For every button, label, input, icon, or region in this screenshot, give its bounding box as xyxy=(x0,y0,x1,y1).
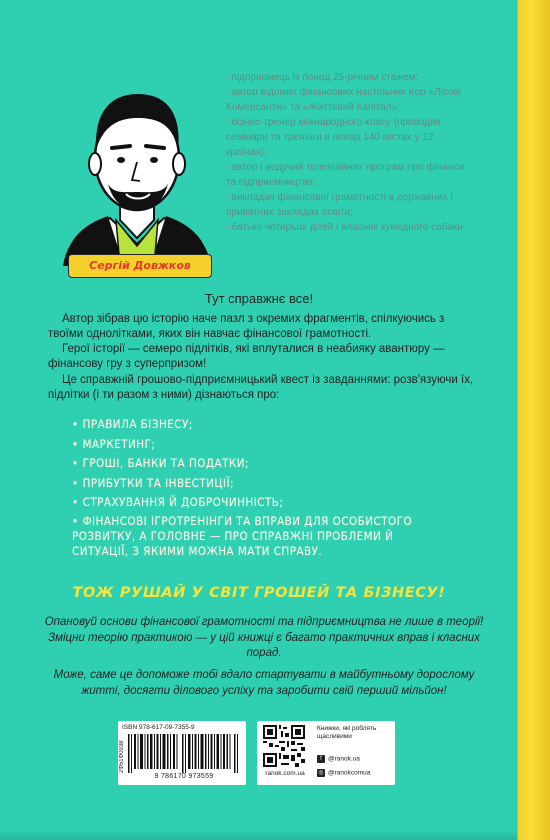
bio-item: • автор і ведучий телевізійних програм про фінанси та підприємництво; xyxy=(226,162,464,188)
barcode-icon xyxy=(128,734,240,773)
topic-item: • ФІНАНСОВІ ІГРОТРЕНІНГИ ТА ВПРАВИ ДЛЯ ОСОБИСТОГО РОЗВИТКУ, А ГОЛОВНЕ — ПРО СПРАВЖНІ ПРОБЛЕМИ Й СИТУАЦІЇ, З ЯКИМИ МОЖНА МАТИ СПРАВУ. xyxy=(72,513,413,558)
book-spine xyxy=(517,0,550,840)
intro-paragraph-3: Це справжній грошово-підприємницький квест із завданнями: розв'язуючи їх, підлітки (і ти разом з ними) дізнаються про: xyxy=(48,374,474,401)
author-caption: Сергій Довжков xyxy=(68,254,212,278)
topic-item: • ПРИБУТКИ ТА ІНВЕСТИЦІЇ; xyxy=(72,475,235,490)
topic-item: • МАРКЕТИНГ; xyxy=(72,436,156,451)
facebook-icon: f xyxy=(317,755,325,763)
bio-item: • підприємець із понад 25-річним стажем; xyxy=(226,72,419,83)
bio-item: • автор відомих фінансових настільних ігор «Лісові Комерсанти» та «Життєвий Капітал»; xyxy=(226,87,462,113)
lead-heading: Тут справжнє все! xyxy=(204,291,314,306)
barcode-number: 9 786170 973559 xyxy=(154,773,214,780)
publisher-tagline: Книжки, які роблять щасливими xyxy=(317,725,377,740)
call-to-action: ТОЖ РУШАЙ У СВІТ ГРОШЕЙ ТА БІЗНЕСУ! xyxy=(72,585,446,601)
topics-list xyxy=(72,416,452,562)
bio-item: • викладач фінансової грамотності в державних і приватних закладах освіти; xyxy=(226,192,453,218)
barcode-panel xyxy=(118,721,246,785)
topic-item: • ГРОШІ, БАНКИ ТА ПОДАТКИ; xyxy=(72,456,249,470)
intro-paragraph-2: Герої історії — семеро підлітків, які вплуталися в неабияку авантюру — фінансову гру з суперпризом! xyxy=(48,343,445,370)
instagram-handle[interactable]: ◎ @ranokcomua xyxy=(318,769,371,777)
closing-paragraph-1: Опановуй основи фінансової грамотності та підприємництва не лише в теорії! Зміцни теорію практикою — у цій книжці є багато практичних вправ і класних порад. xyxy=(44,616,484,659)
topic-item: • СТРАХУВАННЯ Й ДОБРОЧИННІСТЬ; xyxy=(72,495,284,509)
publisher-website[interactable]: ranok.com.ua xyxy=(265,770,305,777)
bio-item: • бізнес-тренер міжнародного класу (проводив семінари та тренінги в понад 140 містах у 12 країнах); xyxy=(226,117,441,158)
bottom-shade xyxy=(0,830,518,840)
facebook-handle[interactable]: f @ranok.ua xyxy=(317,755,360,763)
bio-item: • батько чотирьох дітей і власник кумедного собаки. xyxy=(226,222,466,233)
intro-paragraph-1: Автор зібрав цю історію наче пазл з окремих фрагментів, спілкуючись з твоїми однолітками, яких він навчає фінансової грамотності. xyxy=(48,313,445,340)
barcode-side-number: 2Ф51Ф0938 xyxy=(119,740,125,773)
author-bio-list xyxy=(226,70,476,235)
author-portrait xyxy=(58,68,216,266)
instagram-icon: ◎ xyxy=(318,770,324,776)
isbn-label: ISBN 978-617-09-7355-9 xyxy=(122,724,195,731)
topic-item: • ПРАВИЛА БІЗНЕСУ; xyxy=(72,417,193,431)
publisher-panel xyxy=(257,721,395,785)
closing-paragraph-2: Може, саме це допоможе тобі вдало стартувати в майбутньому дорослому житті, досягти ділового успіху та заробити свій перший мільйон! xyxy=(53,669,475,697)
qr-code-icon xyxy=(263,725,305,767)
